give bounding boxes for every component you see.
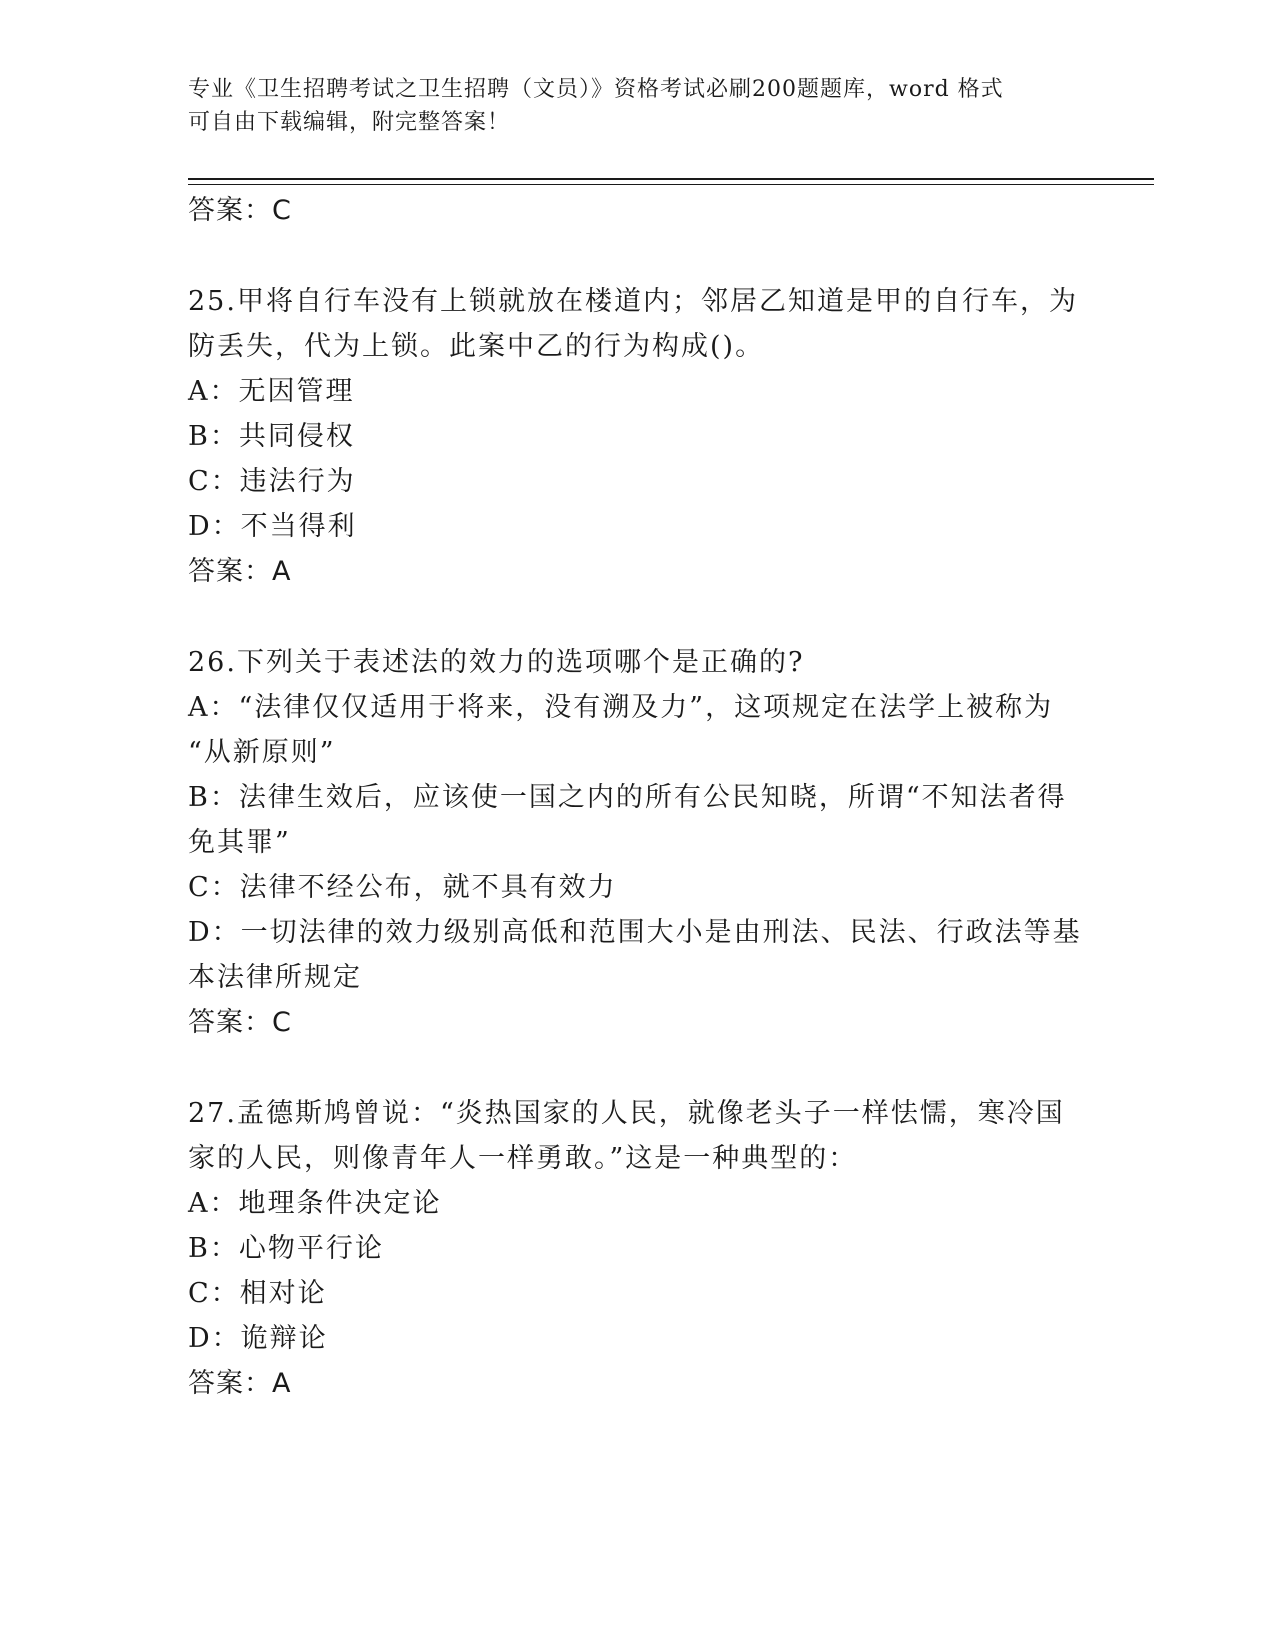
- previous-answer: 答案：C: [188, 195, 292, 226]
- question-stem-line: 27.孟德斯鸠曾说：“炎热国家的人民，就像老头子一样怯懦，寒冷国: [188, 1098, 1065, 1129]
- option-c: C：违法行为: [188, 466, 356, 497]
- question-26: [188, 640, 1082, 1045]
- option-d: D：诡辩论: [188, 1323, 328, 1354]
- option-c: C：法律不经公布，就不具有效力: [188, 872, 617, 903]
- header-divider-thick: [188, 178, 1154, 180]
- option-b: B：法律生效后，应该使一国之内的所有公民知晓，所谓“不知法者得: [188, 782, 1067, 813]
- question-27: [188, 1091, 1078, 1406]
- question-list: [188, 188, 1082, 1406]
- option-c: C：相对论: [188, 1278, 327, 1309]
- page-header: [188, 73, 1068, 139]
- question-stem-line: 26.下列关于表述法的效力的选项哪个是正确的?: [188, 647, 805, 678]
- option-a: A：“法律仅仅适用于将来，没有溯及力”，这项规定在法学上被称为: [188, 692, 1054, 723]
- spacer: [188, 594, 1078, 640]
- spacer: [188, 233, 1078, 279]
- option-b: B：共同侵权: [188, 421, 355, 452]
- header-line-1: 专业《卫生招聘考试之卫生招聘（文员）》资格考试必刷200题题库，word 格式: [188, 77, 1004, 102]
- question-stem-line: 家的人民，则像青年人一样勇敢。”这是一种典型的：: [188, 1143, 858, 1174]
- option-d: D：一切法律的效力级别高低和范围大小是由刑法、民法、行政法等基: [188, 917, 1082, 948]
- header-line-2: 可自由下载编辑，附完整答案！: [188, 110, 511, 135]
- spacer: [188, 1045, 1078, 1091]
- option-a: A：无因管理: [188, 376, 355, 407]
- answer: 答案：A: [188, 556, 292, 587]
- option-b: B：心物平行论: [188, 1233, 384, 1264]
- answer: 答案：A: [188, 1368, 292, 1399]
- option-a: A：地理条件决定论: [188, 1188, 442, 1219]
- option-d: D：不当得利: [188, 511, 357, 542]
- option-d-continued: 本法律所规定: [188, 962, 362, 993]
- answer: 答案：C: [188, 1007, 292, 1038]
- question-stem-line: 防丢失，代为上锁。此案中乙的行为构成()。: [188, 331, 765, 362]
- header-divider-thin: [188, 184, 1154, 185]
- question-25: [188, 279, 1078, 594]
- option-b-continued: 免其罪”: [188, 827, 291, 858]
- question-stem-line: 25.甲将自行车没有上锁就放在楼道内；邻居乙知道是甲的自行车，为: [188, 286, 1078, 317]
- option-a-continued: “从新原则”: [188, 737, 336, 768]
